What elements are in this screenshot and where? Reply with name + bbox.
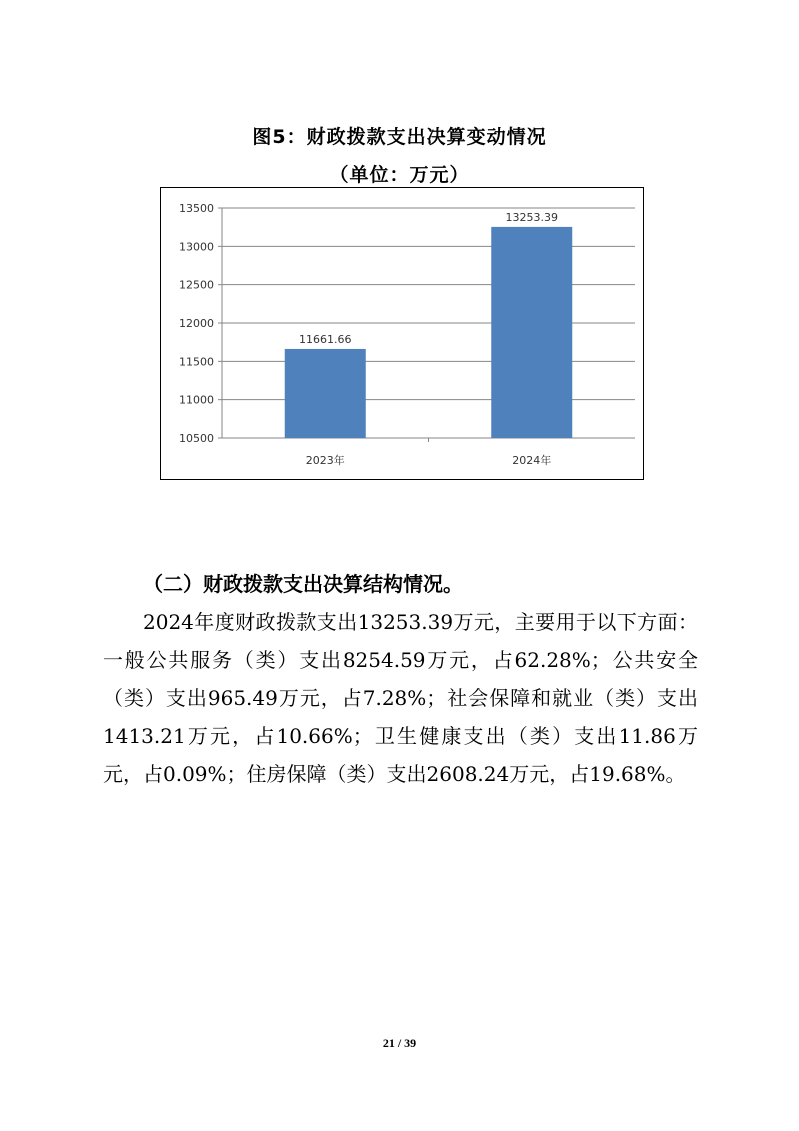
y-tick-label: 10500 (179, 432, 214, 445)
figure-unit: （单位：万元） (329, 164, 470, 186)
bar (491, 227, 572, 438)
data-label: 11661.66 (299, 332, 352, 346)
bar-chart (160, 187, 644, 480)
y-tick-label: 11500 (179, 355, 214, 369)
bar (285, 349, 366, 438)
body-paragraph: 2024年度财政拨款支出13253.39万元，主要用于以下方面：一般公共服务（类）支出8254.59万元，占62.28%；公共安全（类）支出965.49万元，占7.28%；社会保障和就业（类）支出1413.21万元，占10.66%；卫生健康支出（类）支出11.86万元，占0.09%；住房保障（类）支出2608.24万元，占19.68%。 (103, 610, 698, 786)
y-tick-label: 11000 (179, 393, 214, 407)
x-tick-label: 2024年 (512, 454, 552, 467)
section-heading: （二）财政拨款支出决算结构情况。 (143, 572, 463, 596)
y-tick-label: 12500 (179, 278, 214, 292)
figure-title: 图5：财政拨款支出决算变动情况 (252, 126, 547, 148)
chart-canvas (161, 188, 645, 481)
data-label: 13253.39 (505, 210, 558, 224)
y-tick-label: 13000 (179, 240, 214, 254)
y-tick-label: 13500 (179, 202, 214, 215)
y-tick-label: 12000 (179, 317, 214, 330)
x-tick-label: 2023年 (305, 454, 345, 467)
page-number: 21 / 39 (382, 1036, 417, 1050)
